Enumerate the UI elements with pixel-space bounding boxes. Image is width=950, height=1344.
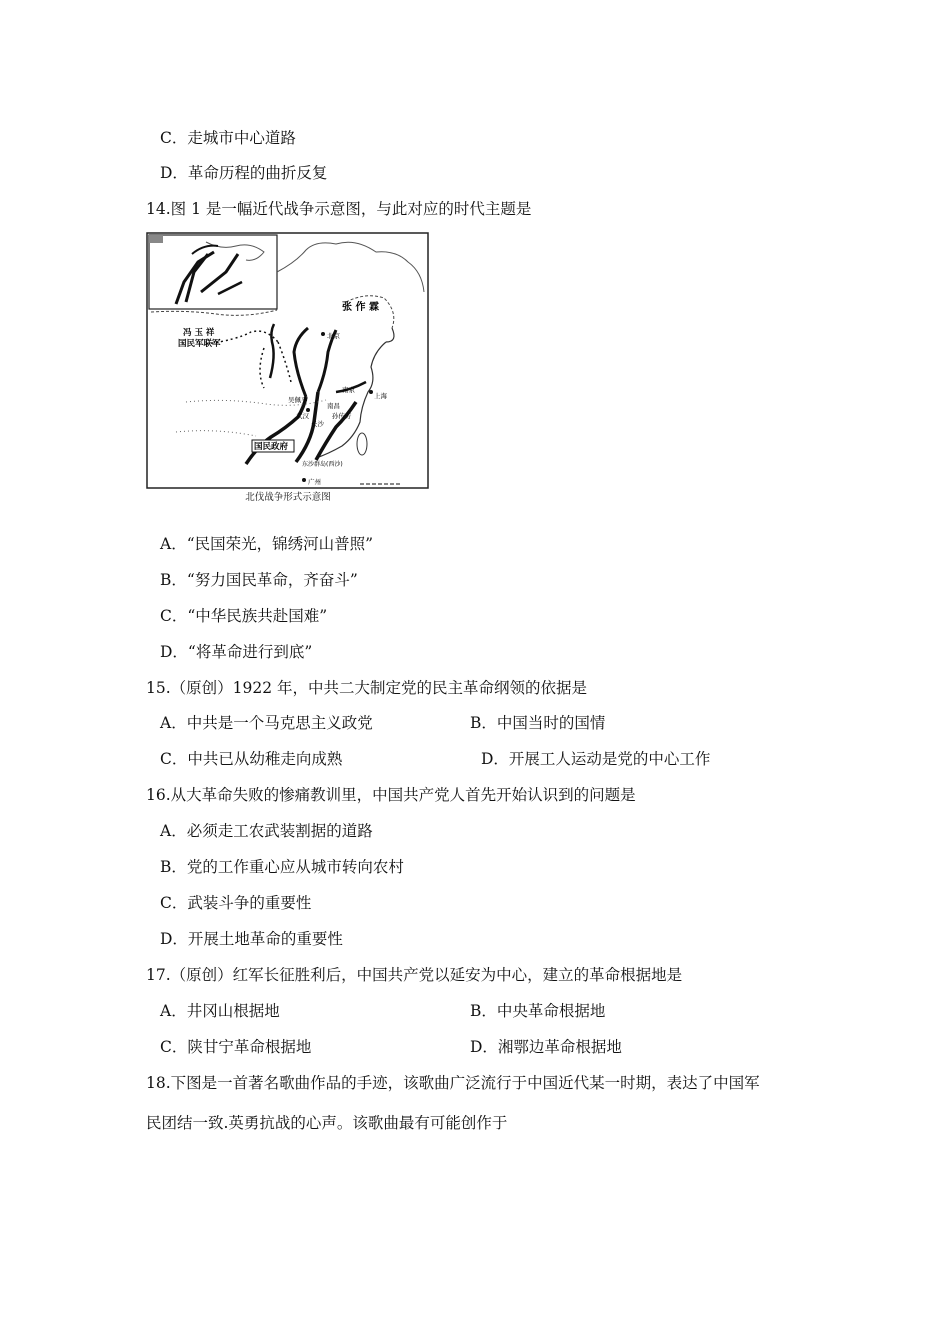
- q16-stem: 16.从大革命失败的惨痛教训里，中国共产党人首先开始认识到的问题是: [146, 786, 636, 804]
- q14-option-d: D．“将革命进行到底”: [160, 643, 313, 661]
- q14-stem: 14.图 1 是一幅近代战争示意图，与此对应的时代主题是: [146, 200, 532, 218]
- inset-legend-mark: [149, 235, 163, 243]
- q15-option-b: B．中国当时的国情: [470, 714, 606, 732]
- q17-option-b: B．中央革命根据地: [470, 1002, 606, 1020]
- q16-option-b: B．党的工作重心应从城市转向农村: [160, 858, 404, 876]
- q14-option-c: C．“中华民族共赴国难”: [160, 607, 328, 625]
- q16-option-a: A．必须走工农武装割据的道路: [160, 822, 373, 840]
- label-guangzhou: 广州: [308, 478, 321, 486]
- q15-option-c: C．中共已从幼稚走向成熟: [160, 750, 343, 768]
- map-drawing: [146, 232, 430, 490]
- q15-option-a: A．中共是一个马克思主义政党: [160, 714, 373, 732]
- label-shanghai: 上海: [374, 392, 387, 400]
- q18-stem-line2: 民团结一致.英勇抗战的心声。该歌曲最有可能创作于: [146, 1114, 508, 1132]
- northern-expedition-map: [146, 232, 430, 522]
- q15-stem: 15.（原创）1922 年，中共二大制定党的民主革命纲领的依据是: [146, 679, 588, 697]
- q13-option-c: C．走城市中心道路: [160, 129, 296, 147]
- q16-option-c: C．武装斗争的重要性: [160, 894, 312, 912]
- map-caption: 北伐战争形式示意图: [245, 492, 331, 503]
- label-islands: 东沙群岛(西沙): [302, 461, 343, 468]
- q17-option-d: D．湘鄂边革命根据地: [470, 1038, 622, 1056]
- label-wuhan: 武汉: [296, 412, 309, 420]
- label-sun: 孙传芳: [332, 412, 352, 420]
- label-feng-1: 冯 玉 祥: [183, 328, 215, 338]
- label-nanjing: 南京: [342, 386, 355, 394]
- q17-stem: 17.（原创）红军长征胜利后，中国共产党以延安为中心，建立的革命根据地是: [146, 966, 683, 984]
- q14-option-b: B．“努力国民革命，齐奋斗”: [160, 571, 358, 589]
- label-wu: 吴佩孚: [288, 396, 308, 404]
- q14-option-a: A．“民国荣光，锦绣河山普照”: [160, 535, 374, 553]
- label-feng-2: 国民军联军: [178, 339, 221, 349]
- label-nanchang: 南昌: [327, 402, 340, 410]
- q17-option-a: A．井冈山根据地: [160, 1002, 280, 1020]
- label-changsha: 长沙: [311, 420, 324, 428]
- q17-option-c: C．陕甘宁革命根据地: [160, 1038, 312, 1056]
- guangzhou-dot: [302, 478, 306, 482]
- q18-stem-line1: 18.下图是一首著名歌曲作品的手迹，该歌曲广泛流行于中国近代某一时期，表达了中国军: [146, 1074, 760, 1092]
- label-govt: 国民政府: [254, 442, 289, 452]
- label-beijing: 北京: [327, 332, 340, 340]
- q16-option-d: D．开展土地革命的重要性: [160, 930, 343, 948]
- label-zhang: 张 作 霖: [342, 302, 379, 313]
- q13-option-d: D．革命历程的曲折反复: [160, 164, 328, 182]
- shanghai-dot: [369, 390, 373, 394]
- beijing-dot: [321, 332, 325, 336]
- q15-option-d: D．开展工人运动是党的中心工作: [481, 750, 711, 768]
